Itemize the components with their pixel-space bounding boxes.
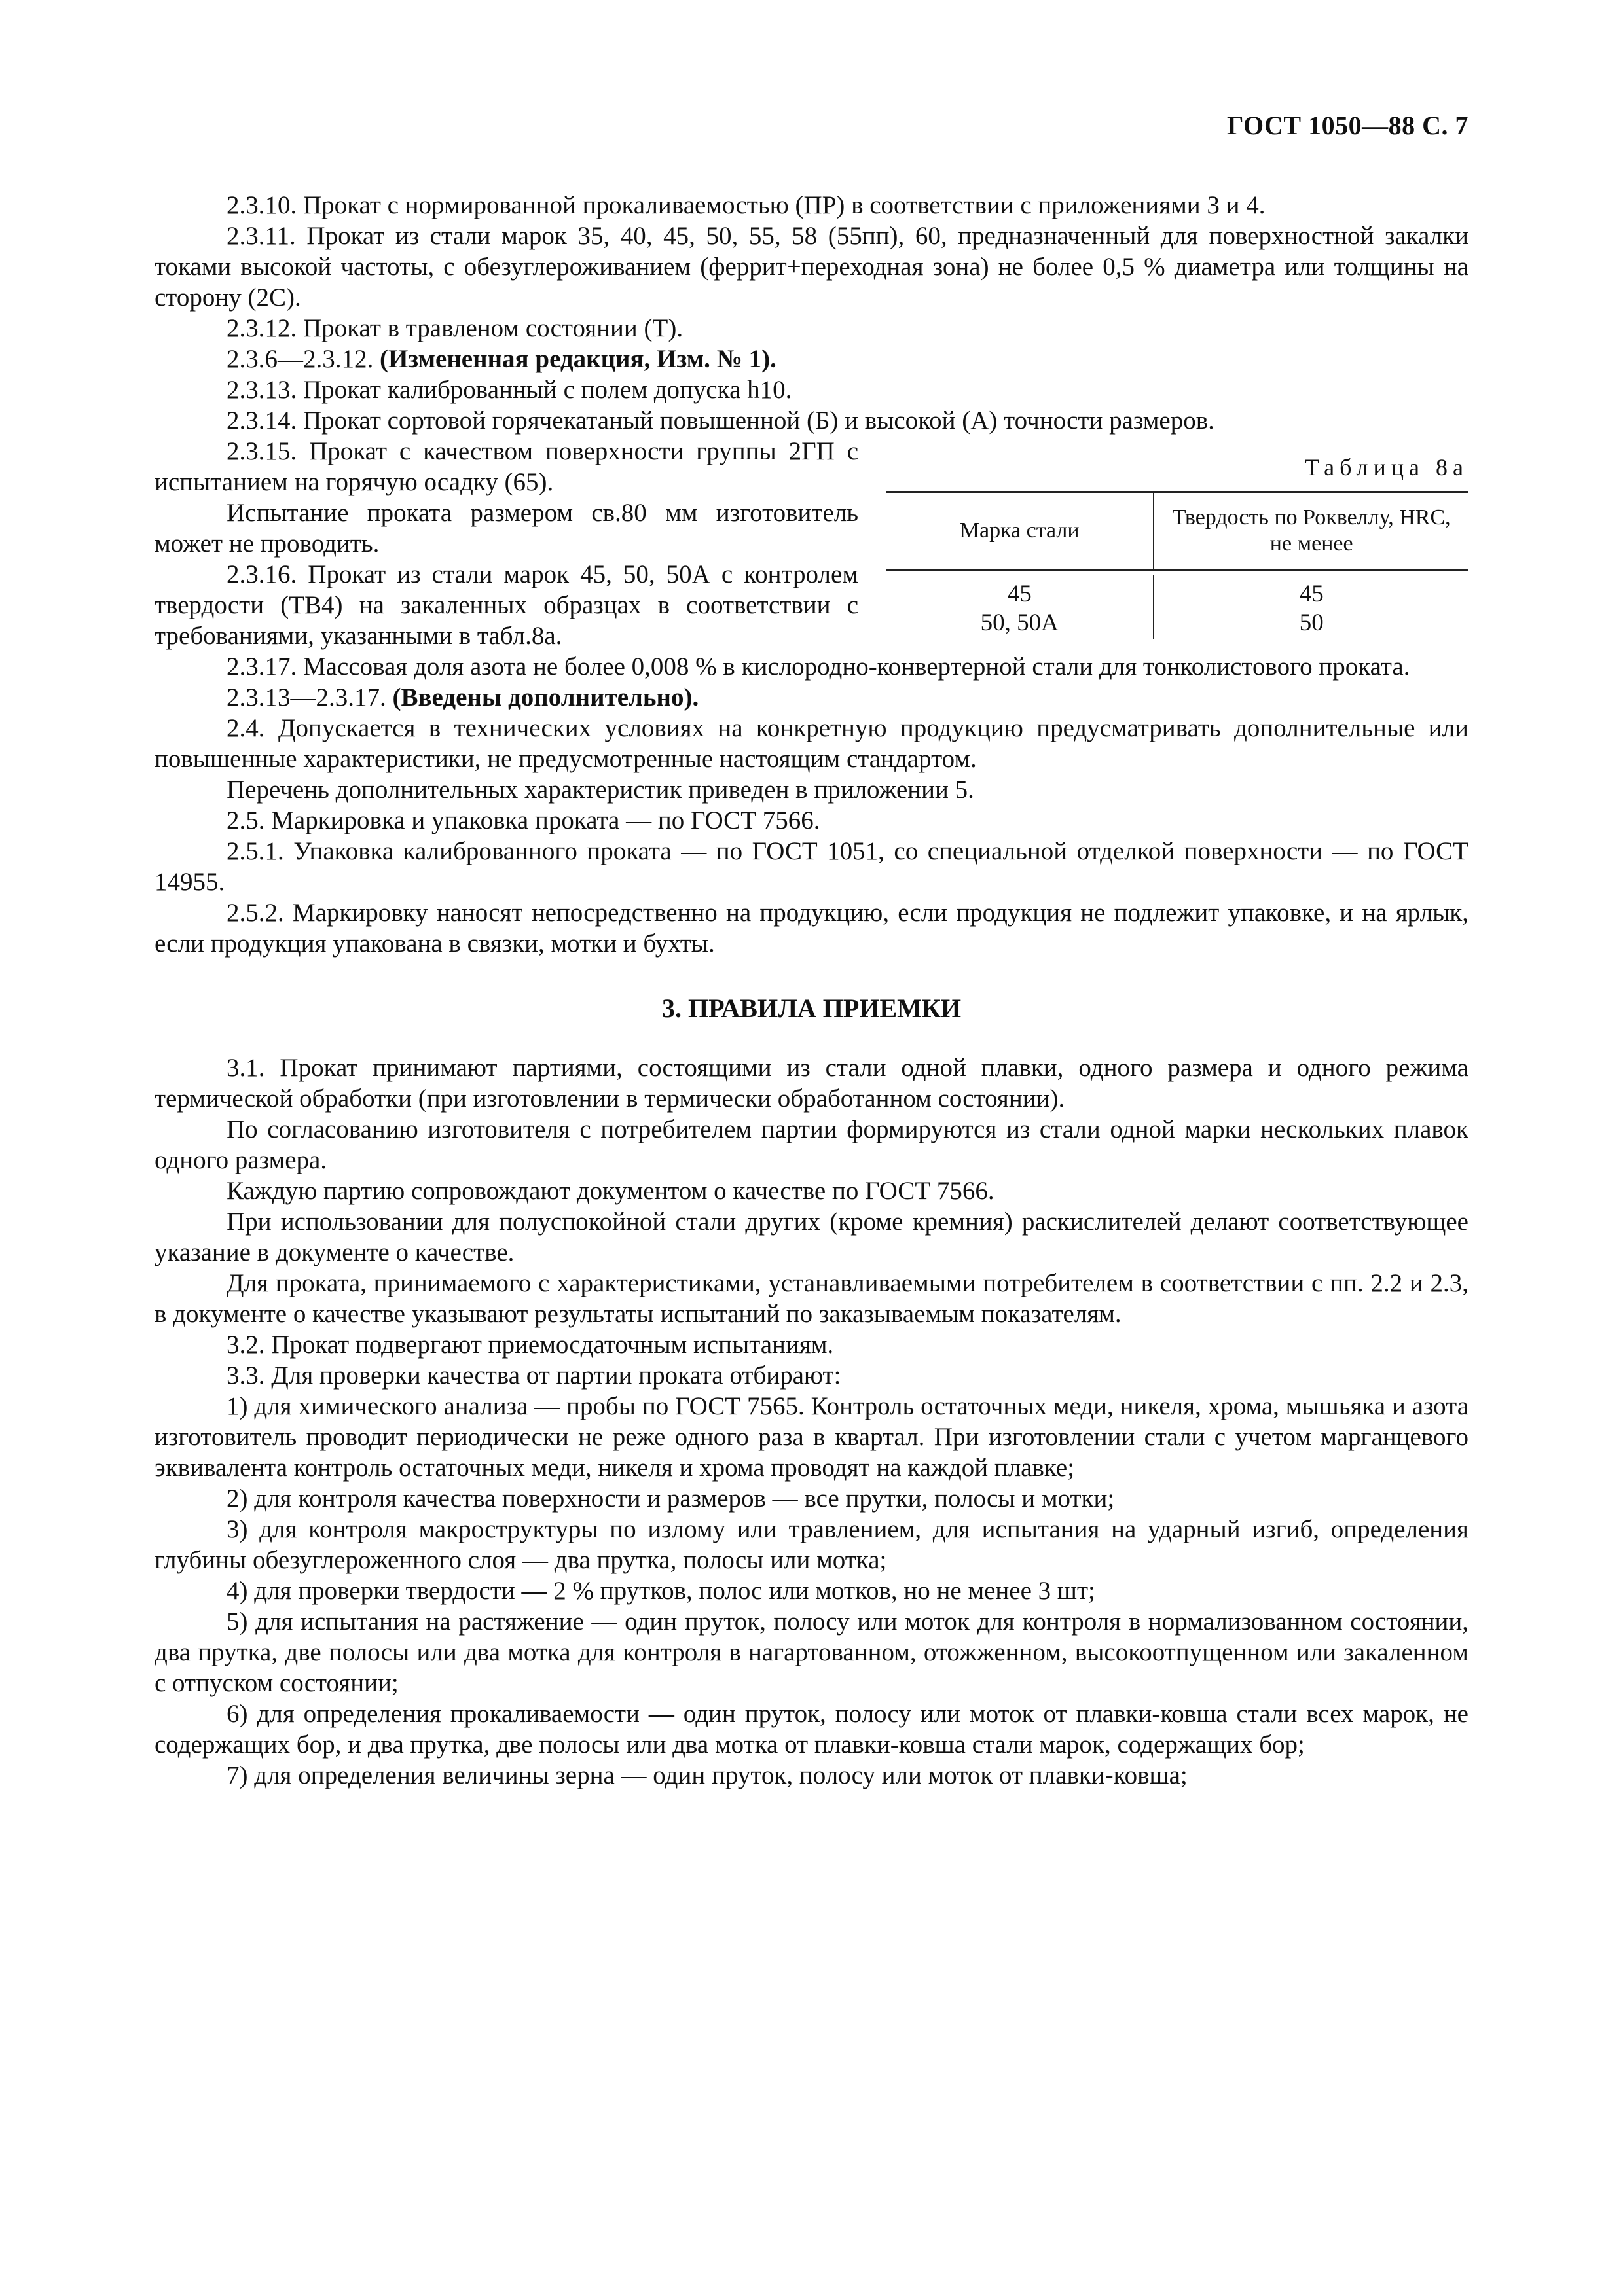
paragraph: 2.5.1. Упаковка калиброванного проката — по ГОСТ 1051, со специальной отделкой поверхности — по ГОСТ 14955. bbox=[155, 837, 1468, 896]
paragraph: 2.3.13. Прокат калиброванный с полем допуска h10. bbox=[227, 376, 792, 404]
page-header: ГОСТ 1050—88 С. 7 bbox=[1226, 111, 1468, 140]
paragraph: 2.3.14. Прокат сортовой горячекатаный повышенной (Б) и высокой (А) точности размеров. bbox=[227, 406, 1214, 435]
paragraph: 2.5.2. Маркировку наносят непосредственно на продукцию, если продукция не подлежит упаковке, и на ярлык, если продукция упакована в связки, мотки и бухты. bbox=[155, 899, 1468, 958]
paragraph: 2.3.10. Прокат с нормированной прокаливаемостью (ПР) в соответствии с приложениями 3 и 4. bbox=[227, 191, 1266, 219]
paragraph: 3.2. Прокат подвергают приемосдаточным испытаниям. bbox=[227, 1331, 834, 1359]
edit-note bbox=[155, 344, 1468, 374]
left-text-column bbox=[155, 436, 858, 651]
paragraph: Каждую партию сопровождают документом о качестве по ГОСТ 7566. bbox=[227, 1177, 994, 1205]
paragraph: Для проката, принимаемого с характеристиками, устанавливаемыми потребителем в соответствии с пп. 2.2 и 2.3, в документе о качестве указывают результаты испытаний по заказываемым показателям. bbox=[155, 1269, 1468, 1328]
paragraph: 2.3.11. Прокат из стали марок 35, 40, 45, 50, 55, 58 (55пп), 60, предназначенный для поверхностной закалки токами высокой частоты, с обезуглероживанием (феррит+переходная зона) не более 0,5 % диаметра или толщины на сторону (2С). bbox=[155, 222, 1468, 312]
added-note bbox=[155, 682, 1468, 713]
section-title: 3. ПРАВИЛА ПРИЕМКИ bbox=[661, 994, 961, 1023]
list-item: 4) для проверки твердости — 2 % прутков, полос или мотков, но не менее 3 шт; bbox=[227, 1577, 1095, 1605]
list-item: 5) для испытания на растяжение — один пруток, полосу или моток для контроля в нормализованном состоянии, два прутка, две полосы или два мотка для контроля в нагартованном, отожженном, высокоотпущенном или закаленном с отпуском состоянии; bbox=[155, 1607, 1468, 1697]
paragraph: Испытание проката размером св.80 мм изготовитель может не проводить. bbox=[155, 499, 858, 558]
paragraph: 2.4. Допускается в технических условиях на конкретную продукцию предусматривать дополнительные или повышенные характеристики, не предусмотренные настоящим стандартом. bbox=[155, 714, 1468, 773]
edit-note-prefix: 2.3.6—2.3.12. bbox=[227, 345, 380, 373]
table-header-steel-grade: Марка стали bbox=[886, 492, 1154, 570]
table-cell-grade: 45 50, 50А bbox=[980, 581, 1059, 636]
table-8a bbox=[886, 491, 1468, 639]
table-cell-hardness: 45 50 bbox=[1154, 575, 1468, 639]
list-item: 7) для определения величины зерна — один пруток, полосу или моток от плавки-ковша; bbox=[227, 1761, 1188, 1789]
list-item: 3) для контроля макроструктуры по излому или травлением, для испытания на ударный изгиб, определения глубины обезуглероженного слоя — два прутка, полосы или мотка; bbox=[155, 1515, 1468, 1574]
table-header-hardness: Твердость по Роквеллу, HRC, не менее bbox=[1154, 492, 1468, 570]
paragraph: 2.5. Маркировка и упаковка проката — по ГОСТ 7566. bbox=[227, 806, 820, 834]
paragraph: 3.1. Прокат принимают партиями, состоящими из стали одной плавки, одного размера и одного режима термической обработки (при изготовлении в термически обработанном состоянии). bbox=[155, 1054, 1468, 1113]
list-item: 6) для определения прокаливаемости — один пруток, полосу или моток от плавки-ковша стали всех марок, не содержащих бор, и два прутка, две полосы или два мотка от плавки-ковша стали марок, содержащих бор; bbox=[155, 1700, 1468, 1759]
paragraph: 2.3.15. Прокат с качеством поверхности группы 2ГП с испытанием на горячую осадку (65). bbox=[155, 437, 858, 496]
paragraph: При использовании для полуспокойной стали других (кроме кремния) раскислителей делают соответствующее указание в документе о качестве. bbox=[155, 1208, 1468, 1266]
text-with-table bbox=[155, 436, 1468, 651]
paragraph: 2.3.16. Прокат из стали марок 45, 50, 50А с контролем твердости (ТВ4) на закаленных образцах в соответствии с требованиями, указанными в табл.8а. bbox=[155, 560, 858, 650]
paragraph: Перечень дополнительных характеристик приведен в приложении 5. bbox=[227, 776, 974, 804]
added-note-prefix: 2.3.13—2.3.17. bbox=[227, 683, 393, 711]
edit-note-bold: (Измененная редакция, Изм. № 1). bbox=[380, 345, 776, 373]
paragraph: По согласованию изготовителя с потребителем партии формируются из стали одной марки нескольких плавок одного размера. bbox=[155, 1115, 1468, 1174]
table-caption: Таблица 8а bbox=[1305, 454, 1468, 480]
table-8a-block bbox=[886, 453, 1468, 639]
paragraph: 2.3.12. Прокат в травленом состоянии (Т). bbox=[227, 314, 684, 342]
paragraph: 3.3. Для проверки качества от партии проката отбирают: bbox=[227, 1361, 841, 1390]
paragraph: 2.3.17. Массовая доля азота не более 0,008 % в кислородно-конвертерной стали для тонколистового проката. bbox=[227, 653, 1410, 681]
list-item: 2) для контроля качества поверхности и размеров — все прутки, полосы и мотки; bbox=[227, 1484, 1115, 1513]
document-body bbox=[155, 190, 1468, 1791]
added-note-bold: (Введены дополнительно). bbox=[392, 683, 699, 711]
list-item: 1) для химического анализа — пробы по ГОСТ 7565. Контроль остаточных меди, никеля, хрома, мышьяка и азота изготовитель проводит периодически не реже одного раза в квартал. При изготовлении стали с учетом марганцевого эквивалента контроль остаточных меди, никеля и хрома проводят на каждой плавке; bbox=[155, 1392, 1468, 1482]
